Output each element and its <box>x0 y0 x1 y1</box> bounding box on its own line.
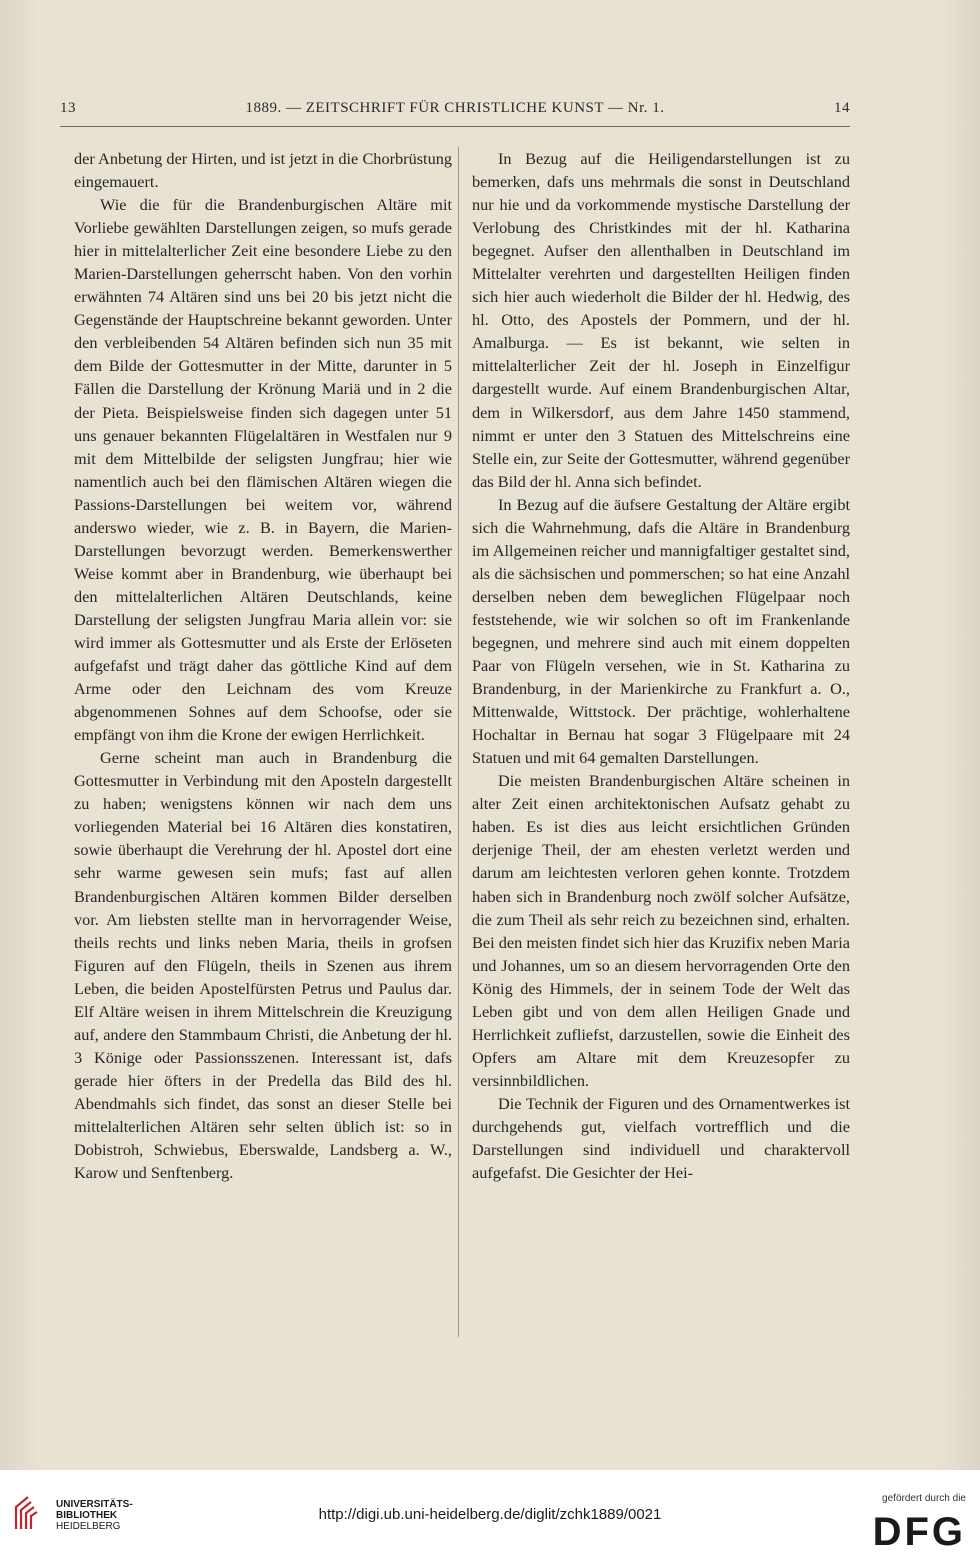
paragraph: Die meisten Brandenburgischen Altäre scheinen in alter Zeit einen architektonischen Aufsatz gehabt zu haben. Es ist dies aus leicht ersichtlichen Gründen derjenige Theil, der am ehesten verletzt werden und darum am leichtesten verloren gehen konnte. Trotzdem haben sich in Brandenburg noch zwölf solcher Aufsätze, die zum Theil als sehr reich zu bezeichnen sind, erhalten. Bei den meisten findet sich hier das Kruzifix neben Maria und Johannes, um so an diesem hervorragenden Orte den König des Himmels, der in seinem Tode der Welt das Leben gibt und von dem allen Heiligen Gnade und Herrlichkeit zufliefst, darzustellen, sowie die Einheit des Opfers am Altare mit dem Kreuzesopfer zu versinnbildlichen. <box>472 771 850 1090</box>
dfg-logo: DFG <box>872 1510 966 1554</box>
header-rule <box>60 126 850 127</box>
library-line-1: UNIVERSITÄTS- <box>56 1499 133 1510</box>
permalink[interactable]: http://digi.ub.uni-heidelberg.de/diglit/zchk1889/0021 <box>318 1506 662 1523</box>
right-column <box>472 147 850 1184</box>
paragraph: Die Technik der Figuren und des Ornamentwerkes ist durchgehends gut, vielfach vortrefflich und die Darstellungen sind individuell und charaktervoll aufgefafst. Die Gesichter der Hei- <box>472 1093 850 1183</box>
paragraph: In Bezug auf die äufsere Gestaltung der Altäre ergibt sich die Wahrnehmung, dafs die Altäre in Brandenburg im Allgemeinen reicher und mannigfaltiger gestaltet sind, als die sächsischen und pommerschen; so hat eine Anzahl derselben neben dem beweglichen Flügelpaar noch feststehende, wie wir solchen so oft im Frankenlande begegnen, und mehrere sind auch mit einem doppelten Paar von Flügeln versehen, wie in St. Katharina zu Brandenburg, in der Marienkirche zu Frankfurt a. O., Mittenwalde, Wittstock. Der prächtige, wohlerhaltene Hochaltar in Bernau hat sogar 3 Flügelpaare mit 24 Statuen und mit 64 gemalten Darstellungen. <box>472 494 850 768</box>
library-line-2: BIBLIOTHEK <box>56 1510 118 1521</box>
left-column <box>74 147 452 1184</box>
paragraph: der Anbetung der Hirten, und ist jetzt in die Chorbrüstung eingemauert. <box>74 149 452 192</box>
library-line-3: HEIDELBERG <box>56 1521 121 1532</box>
paragraph: Gerne scheint man auch in Brandenburg die Gottesmutter in Verbindung mit den Aposteln dargestellt zu haben; wenigstens können wir nach dem uns vorliegenden Material bei 16 Altären dies konstatiren, sowie überhaupt die Verehrung der hl. Apostel dort eine sehr warme gewesen sein mufs; fast auf allen Brandenburgischen Altären kommen Bilder derselben vor. Am liebsten stellte man in hervorragender Weise, theils rechts und links neben Maria, theils in grofsen Figuren auf den Flügeln, theils in Szenen aus ihrem Leben, die beiden Apostelfürsten Petrus und Paulus dar. Elf Altäre weisen in ihrem Mittelschrein die Kreuzigung auf, andere den Stammbaum Christi, die Anbetung der hl. 3 Könige oder Passionsszenen. Interessant ist, dafs gerade hier öfters in der Predella das Bild des hl. Abendmahls sich findet, das sonst an dieser Stelle bei mittelalterlichen Altären sehr selten üblich ist: so in Dobistroh, Schwiebus, Eberswalde, Landsberg a. W., Karow und Senftenberg. <box>74 748 452 1183</box>
column-divider <box>458 147 459 1337</box>
university-logo-icon <box>10 1493 48 1533</box>
library-name <box>56 1499 133 1532</box>
page-number-right: 14 <box>834 100 850 116</box>
paragraph: In Bezug auf die Heiligendarstellungen ist zu bemerken, dafs uns mehrmals die sonst in Deutschland nur hie und da vorkommende mystische Darstellung der Verlobung des Christkindes mit der hl. Katharina begegnet. Aufser den allenthalben in Deutschland im Mittelalter verehrten und dargestellten Heiligen finden sich hier auch wiederholt die Bilder der hl. Hedwig, des hl. Otto, des Apostels der Pommern, und der hl. Amalburga. — Es ist bekannt, wie selten in mittelalterlicher Zeit der hl. Joseph in Einzelfigur dargestellt wurde. Auf einem Brandenburgischen Altar, dem in Wilkersdorf, aus dem Jahre 1450 stammend, nimmt er unter den 3 Statuen des Mittelschreins eine Stelle ein, zur Seite der Gottesmutter, während gegenüber das Bild der hl. Anna sich befindet. <box>472 149 850 491</box>
running-title: 1889. — ZEITSCHRIFT FÜR CHRISTLICHE KUNST — Nr. 1. <box>245 100 665 116</box>
paragraph: Wie die für die Brandenburgischen Altäre mit Vorliebe gewählten Darstellungen zeigen, so mufs gerade hier in mittelalterlicher Zeit eine besondere Liebe zu den Marien-Darstellungen geherrscht haben. Von den vorhin erwähnten 74 Altären sind uns bei 20 bis jetzt nicht die Gegenstände der Hauptschreine bekannt geworden. Unter den verbleibenden 54 Altären befinden sich nun 35 mit dem Bilde der Gottesmutter in der Mitte, darunter in 5 Fällen die Darstellung der Krönung Mariä und in 2 die der Pieta. Beispielsweise finden sich dagegen unter 51 uns genauer bekannten Flügelaltären in Westfalen nur 9 mit dem Mittelbilde der seligsten Jungfrau; hier wie namentlich auch bei den flämischen Altären wiegen die Passions-Darstellungen bei weitem vor, während anderswo wieder, wie z. B. in Bayern, die Marien-Darstellungen bevorzugt werden. Bemerkenswerther Weise kommt aber in Brandenburg, wie überhaupt bei den mittelalterlichen Altären Deutschlands, keine Darstellung der seligsten Jungfrau Maria allein vor: sie wird immer als Gottesmutter und als Erste der Erlöseten aufgefafst und trägt daher das göttliche Kind auf dem Arme oder den Leichnam des vom Kreuze abgenommenen Sohnes auf dem Schoofse, oder sie empfängt von ihm die Krone der ewigen Herrlichkeit. <box>74 195 452 745</box>
running-header <box>60 100 850 122</box>
page-number-left: 13 <box>60 100 76 116</box>
funded-by-text: gefördert durch die <box>882 1493 966 1504</box>
